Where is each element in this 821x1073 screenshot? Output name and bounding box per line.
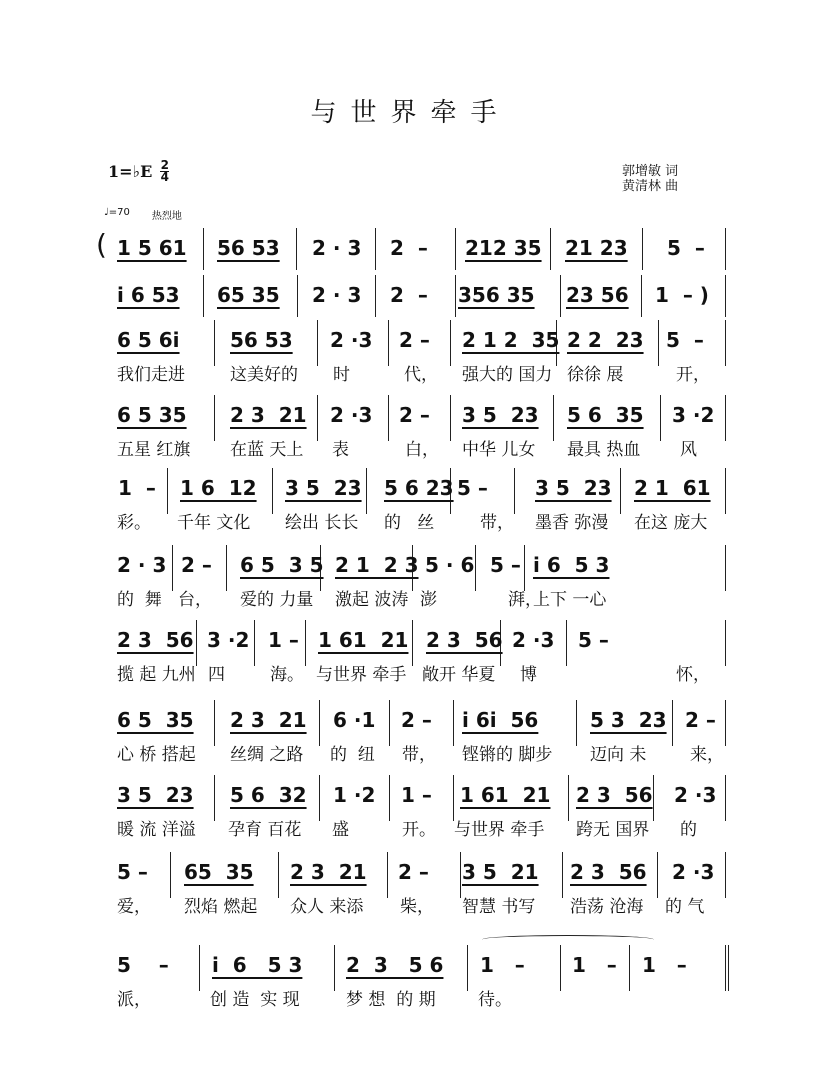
measure-notes: 3 ·2: [207, 628, 250, 652]
barline: [475, 545, 476, 591]
measure-notes: 1 6 12: [180, 476, 257, 500]
measure-notes: i 6i 56: [462, 708, 539, 732]
lyric-text: 澎: [420, 590, 437, 610]
measure-notes: 21 23: [565, 236, 628, 260]
barline: [388, 320, 389, 366]
lyric-text: 跨无 国界: [576, 820, 650, 840]
barline: [725, 852, 726, 898]
lyric-text: 强大的 国力: [462, 365, 553, 385]
lyric-text: 揽 起 九州: [117, 665, 196, 685]
barline: [553, 395, 554, 441]
measure-notes: i 6 5 3: [212, 953, 303, 977]
barline: [467, 945, 468, 991]
measure-notes: 6 5 35: [117, 708, 194, 732]
barline: [412, 620, 413, 666]
lyric-text: 千年 文化: [177, 513, 251, 533]
barline: [453, 700, 454, 746]
measure-notes: 3 5 23: [462, 403, 539, 427]
measure-notes: 2 1 2 35: [462, 328, 560, 352]
measure-notes: i 6 5 3: [533, 553, 610, 577]
barline: [387, 852, 388, 898]
lyric-text: 在蓝 天上: [230, 440, 304, 460]
lyric-text: 爱，: [117, 897, 151, 917]
barline: [196, 620, 197, 666]
barline: [296, 228, 297, 270]
barline: [389, 700, 390, 746]
lyric-text: 来，: [690, 745, 724, 765]
lyric-text: 待。: [478, 990, 512, 1010]
barline: [560, 945, 561, 991]
barline: [672, 700, 673, 746]
measure-notes: 2 –: [685, 708, 716, 732]
measure-notes: 5 3 23: [590, 708, 667, 732]
measure-notes: 356 35: [458, 283, 535, 307]
barline: [334, 945, 335, 991]
measure-notes: 1 – ): [655, 283, 709, 307]
barline: [725, 468, 726, 514]
measure-notes: 2 · 3: [312, 236, 362, 260]
barline: [566, 620, 567, 666]
measure-notes: 2 –: [181, 553, 212, 577]
measure-notes: 5 –: [490, 553, 521, 577]
lyric-text: 的 气: [665, 897, 705, 917]
barline: [460, 852, 461, 898]
measure-notes: 1 –: [118, 476, 156, 500]
credits: [622, 164, 678, 194]
barline: [725, 545, 726, 591]
song-title: 与世界牵手: [310, 98, 511, 128]
barline: [214, 700, 215, 746]
tie-slur: [482, 935, 654, 944]
measure-notes: 2 –: [390, 236, 428, 260]
lyric-text: 丝绸 之路: [230, 745, 304, 765]
barline: [214, 320, 215, 366]
barline: [725, 620, 726, 666]
measure-notes: 1 ·2: [333, 783, 376, 807]
barline: [725, 320, 726, 366]
measure-notes: 1 5 61: [117, 236, 187, 260]
measure-notes: 2 1 2 3: [335, 553, 419, 577]
lyric-text: 上下 一心: [533, 590, 607, 610]
lyric-text: 在这 庞大: [634, 513, 708, 533]
measure-notes: 5 6 23: [384, 476, 454, 500]
measure-notes: 2 ·3: [674, 783, 717, 807]
lyric-text: 风: [680, 440, 697, 460]
key-signature: [108, 160, 169, 183]
barline: [725, 700, 726, 746]
lyric-text: 众人 来添: [290, 897, 364, 917]
measure-notes: 212 35: [465, 236, 542, 260]
lyric-text: 五星 红旗: [117, 440, 191, 460]
barline: [375, 228, 376, 270]
measure-notes: 2 3 21: [290, 860, 367, 884]
barline: [305, 620, 306, 666]
barline: [629, 945, 630, 991]
measure-notes: 2 ·3: [672, 860, 715, 884]
lyric-text: 博: [520, 665, 537, 685]
barline: [254, 620, 255, 666]
barline: [455, 228, 456, 270]
measure-notes: 2 –: [399, 328, 430, 352]
measure-notes: 2 3 56: [426, 628, 503, 652]
measure-notes: 5 6 32: [230, 783, 307, 807]
barline: [319, 700, 320, 746]
measure-notes: 2 3 5 6: [346, 953, 444, 977]
barline: [653, 775, 654, 821]
barline: [620, 468, 621, 514]
lyric-text: 智慧 书写: [462, 897, 536, 917]
barline: [317, 320, 318, 366]
barline: [170, 852, 171, 898]
lyric-text: 中华 儿女: [462, 440, 536, 460]
measure-notes: 5 6 35: [567, 403, 644, 427]
lyric-text: 表: [332, 440, 349, 460]
barline: [641, 275, 642, 317]
barline: [562, 852, 563, 898]
barline: [657, 852, 658, 898]
measure-notes: 2 –: [398, 860, 429, 884]
measure-notes: i 6 53: [117, 283, 180, 307]
measure-notes: 2 1 61: [634, 476, 711, 500]
lyric-text: 带，: [480, 513, 514, 533]
lyric-text: 心 桥 搭起: [117, 745, 196, 765]
measure-notes: 6 5 6i: [117, 328, 180, 352]
measure-notes: 2 3 56: [570, 860, 647, 884]
measure-notes: 2 3 21: [230, 708, 307, 732]
lyric-text: 激起 波涛: [335, 590, 409, 610]
barline: [375, 275, 376, 317]
lyric-text: 的 丝: [384, 513, 435, 533]
lyric-text: 迈向 未: [590, 745, 647, 765]
measure-notes: 1 61 21: [460, 783, 551, 807]
lyric-text: 四: [208, 665, 225, 685]
barline: [725, 395, 726, 441]
lyric-text: 柴，: [400, 897, 434, 917]
barline: [203, 275, 204, 317]
lyric-text: 与世界 牵手: [454, 820, 545, 840]
lyric-text: 爱的 力量: [240, 590, 314, 610]
lyricist: 郭增敏 词: [622, 164, 679, 179]
lyric-text: 这美好的: [230, 365, 298, 385]
lyric-text: 梦 想 的 期: [346, 990, 436, 1010]
measure-notes: 5 –: [457, 476, 488, 500]
measure-notes: 3 5 21: [462, 860, 539, 884]
composer: 黄清林 曲: [622, 179, 679, 194]
lyric-text: 暖 流 洋溢: [117, 820, 196, 840]
measure-notes: 5 –: [117, 953, 169, 977]
measure-notes: 2 · 3: [312, 283, 362, 307]
barline: [319, 775, 320, 821]
barline: [272, 468, 273, 514]
barline: [167, 468, 168, 514]
measure-notes: 5 · 6: [425, 553, 475, 577]
measure-notes: 1 –: [480, 953, 525, 977]
barline: [725, 775, 726, 821]
measure-notes: 6 ·1: [333, 708, 376, 732]
measure-notes: 2 3 56: [117, 628, 194, 652]
tempo-expression: 热烈地: [151, 211, 182, 222]
barline: [450, 395, 451, 441]
barline: [388, 395, 389, 441]
measure-notes: 1 –: [642, 953, 687, 977]
final-barline: [725, 945, 734, 991]
measure-notes: 2 3 21: [230, 403, 307, 427]
measure-notes: 2 ·3: [512, 628, 555, 652]
lyric-text: 与世界 牵手: [316, 665, 407, 685]
measure-notes: 3 5 23: [285, 476, 362, 500]
time-top: 2: [160, 158, 169, 172]
barline: [642, 228, 643, 270]
lyric-text: 的: [680, 820, 697, 840]
lyric-text: 浩荡 沧海: [570, 897, 644, 917]
measure-notes: 1 –: [572, 953, 617, 977]
barline: [550, 228, 551, 270]
lyric-text: 墨香 弥漫: [535, 513, 609, 533]
barline: [450, 320, 451, 366]
barline: [214, 775, 215, 821]
lyric-text: 彩。: [117, 513, 151, 533]
lyric-text: 最具 热血: [567, 440, 641, 460]
barline: [317, 395, 318, 441]
lyric-text: 的 纽: [330, 745, 375, 765]
lyric-text: 的 舞 台，: [117, 590, 213, 610]
measure-notes: 3 5 23: [535, 476, 612, 500]
barline: [199, 945, 200, 991]
measure-notes: 65 35: [184, 860, 254, 884]
lyric-text: 孕育 百花: [228, 820, 302, 840]
barline: [725, 228, 726, 270]
barline: [297, 275, 298, 317]
barline: [366, 468, 367, 514]
measure-notes: 56 53: [230, 328, 293, 352]
lyric-text: 湃，: [508, 590, 542, 610]
barline: [455, 275, 456, 317]
lyric-text: 盛: [332, 820, 349, 840]
barline: [660, 395, 661, 441]
measure-notes: 5 –: [666, 328, 704, 352]
measure-notes: 1 61 21: [318, 628, 409, 652]
measure-notes: 2 3 56: [576, 783, 653, 807]
barline: [568, 775, 569, 821]
measure-notes: 2 2 23: [567, 328, 644, 352]
tempo-bpm: ♩=70: [104, 207, 130, 218]
measure-notes: 2 –: [399, 403, 430, 427]
lyric-text: 绘出 长长: [285, 513, 359, 533]
measure-notes: 2 –: [401, 708, 432, 732]
measure-notes: 2 ·3: [330, 403, 373, 427]
barline: [214, 395, 215, 441]
lyric-text: 铿锵的 脚步: [462, 745, 553, 765]
lyric-text: 开，: [676, 365, 710, 385]
measure-notes: 5 –: [117, 860, 148, 884]
measure-notes: 56 53: [217, 236, 280, 260]
lyric-text: 派，: [117, 990, 151, 1010]
lyric-text: 怀，: [676, 665, 710, 685]
time-signature: [160, 160, 169, 183]
lyric-text: 海。: [270, 665, 304, 685]
lyric-text: 烈焰 燃起: [184, 897, 258, 917]
repeat-paren: (: [96, 228, 107, 261]
barline: [725, 275, 726, 317]
measure-notes: 1 –: [268, 628, 299, 652]
lyric-text: 开。: [402, 820, 436, 840]
barline: [278, 852, 279, 898]
barline: [389, 775, 390, 821]
measure-notes: 23 56: [566, 283, 629, 307]
measure-notes: 5 –: [578, 628, 609, 652]
barline: [576, 700, 577, 746]
measure-notes: 2 ·3: [330, 328, 373, 352]
barline: [226, 545, 227, 591]
measure-notes: 2 · 3: [117, 553, 167, 577]
measure-notes: 5 –: [667, 236, 705, 260]
measure-notes: 1 –: [401, 783, 432, 807]
measure-notes: 3 5 23: [117, 783, 194, 807]
lyric-text: 时: [333, 365, 350, 385]
measure-notes: 65 35: [217, 283, 280, 307]
measure-notes: 3 ·2: [672, 403, 715, 427]
lyric-text: 白，: [405, 440, 439, 460]
barline: [514, 468, 515, 514]
time-bottom: 4: [160, 170, 169, 184]
barline: [560, 275, 561, 317]
lyric-text: 带，: [402, 745, 436, 765]
measure-notes: 6 5 3 5: [240, 553, 324, 577]
lyric-text: 代，: [404, 365, 438, 385]
barline: [203, 228, 204, 270]
lyric-text: 创 造 实 现: [210, 990, 300, 1010]
lyric-text: 敞开 华夏: [422, 665, 496, 685]
measure-notes: 6 5 35: [117, 403, 187, 427]
measure-notes: 2 –: [390, 283, 428, 307]
barline: [658, 320, 659, 366]
tempo-marking: [104, 207, 182, 222]
lyric-text: 徐徐 展: [567, 365, 624, 385]
key-label: 1=♭E: [108, 162, 153, 181]
lyric-text: 我们走进: [117, 365, 185, 385]
